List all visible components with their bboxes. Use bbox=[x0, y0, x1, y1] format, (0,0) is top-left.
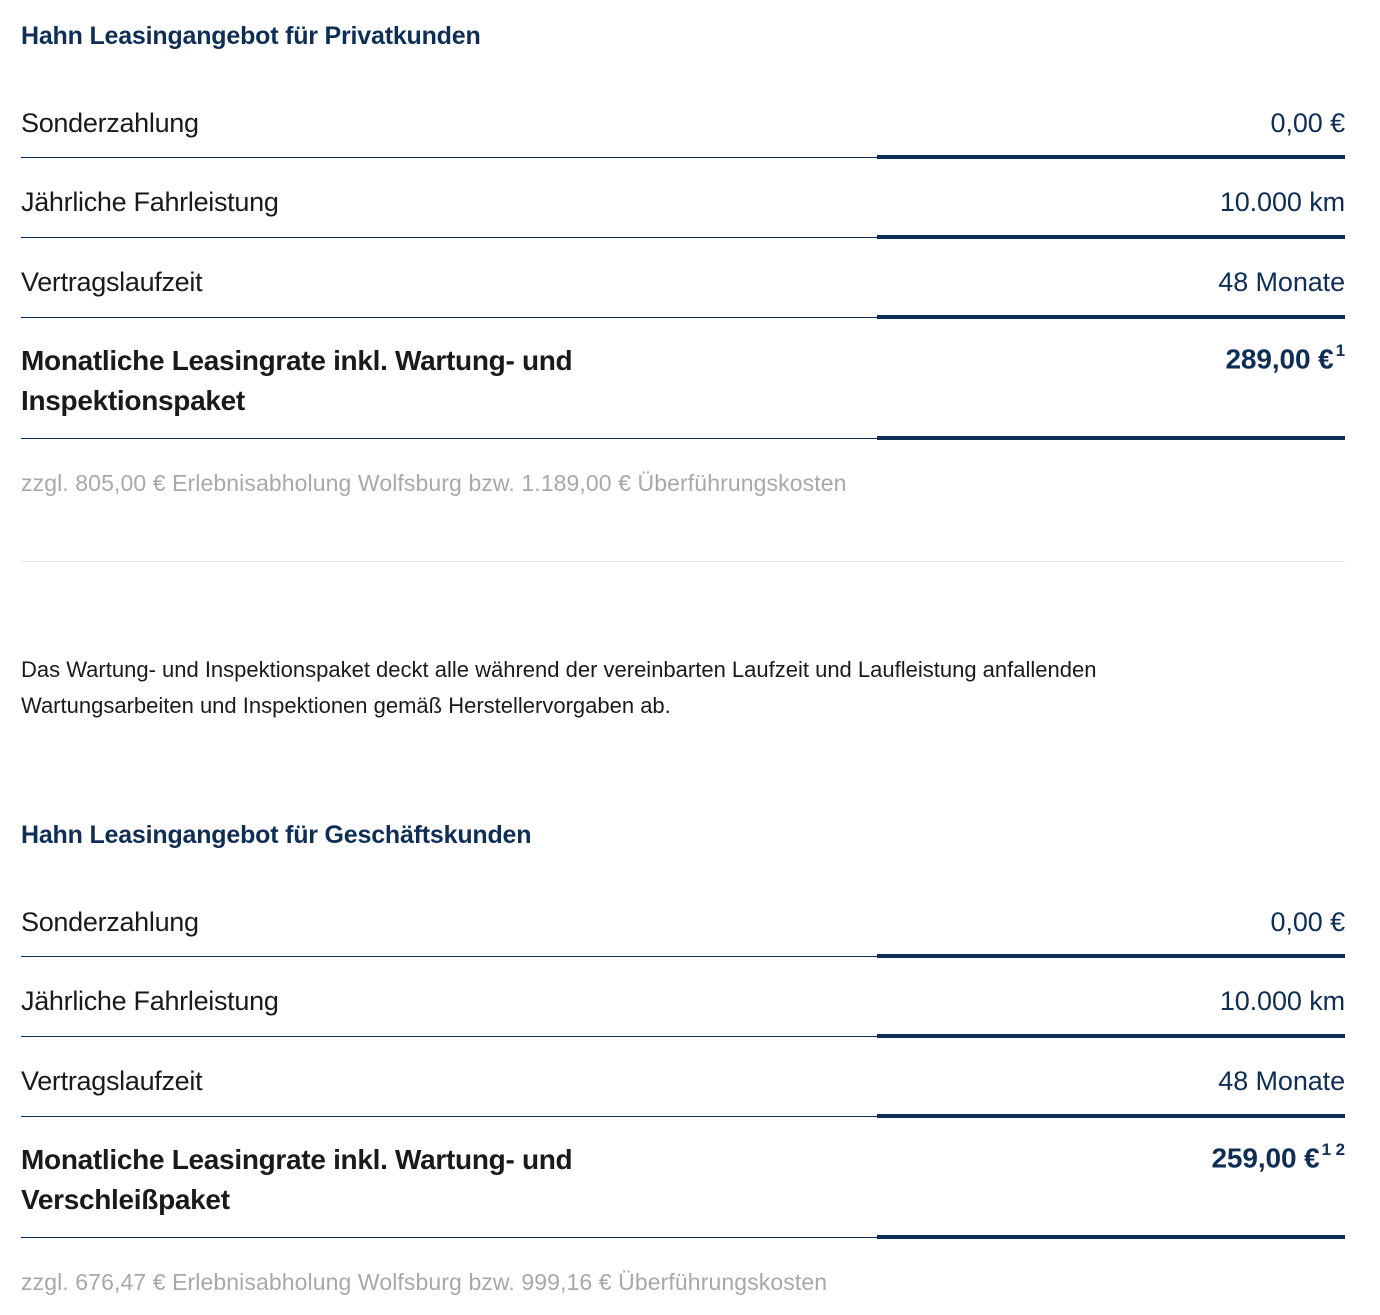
row-value-underline bbox=[877, 1235, 1345, 1239]
footnote-marker: 1 2 bbox=[1321, 1140, 1345, 1159]
row-label: Vertragslaufzeit bbox=[21, 267, 203, 297]
business-offer-title: Hahn Leasingangebot für Geschäftskunden bbox=[21, 821, 532, 849]
maintenance-package-description: Das Wartung- und Inspektionspaket deckt alle während der vereinbarten Laufzeit und Laufleistung anfallenden Wartungsarbeiten und Inspektionen gemäß Herstellervorgaben ab. bbox=[21, 657, 1097, 718]
section-separator bbox=[21, 561, 1345, 562]
row-value: 48 Monate bbox=[1218, 1066, 1345, 1096]
monthly-rate-amount: 259,00 € bbox=[1211, 1142, 1320, 1174]
private-row-monthly-rate bbox=[21, 341, 1345, 441]
row-value-underline bbox=[877, 235, 1345, 239]
row-value: 10.000 km bbox=[1219, 187, 1345, 217]
private-row-fahrleistung bbox=[21, 183, 1345, 239]
row-value-underline bbox=[877, 436, 1345, 440]
monthly-rate-value bbox=[1211, 1142, 1345, 1174]
business-row-sonderzahlung bbox=[21, 903, 1345, 959]
business-row-laufzeit bbox=[21, 1062, 1345, 1118]
row-label: Jährliche Fahrleistung bbox=[21, 187, 279, 217]
row-value-underline bbox=[877, 954, 1345, 958]
row-value: 48 Monate bbox=[1218, 267, 1345, 297]
private-row-sonderzahlung bbox=[21, 104, 1345, 160]
row-value-underline bbox=[877, 315, 1345, 319]
monthly-rate-amount: 289,00 € bbox=[1225, 343, 1334, 375]
private-row-laufzeit bbox=[21, 263, 1345, 319]
row-value: 0,00 € bbox=[1270, 108, 1345, 138]
row-value-underline bbox=[877, 1034, 1345, 1038]
row-value: 10.000 km bbox=[1219, 986, 1345, 1016]
monthly-rate-label: Monatliche Leasingrate inkl. Wartung- und Inspektionspaket bbox=[21, 345, 573, 416]
monthly-rate-value bbox=[1225, 343, 1345, 375]
row-label: Vertragslaufzeit bbox=[21, 1066, 203, 1096]
row-label: Sonderzahlung bbox=[21, 108, 199, 138]
row-label: Sonderzahlung bbox=[21, 907, 199, 937]
business-additional-costs-note: zzgl. 676,47 € Erlebnisabholung Wolfsburg bzw. 999,16 € Überführungskosten bbox=[21, 1269, 828, 1295]
row-value: 0,00 € bbox=[1270, 907, 1345, 937]
monthly-rate-label: Monatliche Leasingrate inkl. Wartung- und Verschleißpaket bbox=[21, 1144, 573, 1215]
row-value-underline bbox=[877, 155, 1345, 159]
footnote-marker: 1 bbox=[1335, 341, 1345, 360]
row-value-underline bbox=[877, 1114, 1345, 1118]
private-additional-costs-note: zzgl. 805,00 € Erlebnisabholung Wolfsburg bzw. 1.189,00 € Überführungskosten bbox=[21, 470, 847, 496]
row-label: Jährliche Fahrleistung bbox=[21, 986, 279, 1016]
business-row-fahrleistung bbox=[21, 982, 1345, 1038]
private-offer-title: Hahn Leasingangebot für Privatkunden bbox=[21, 22, 481, 50]
business-row-monthly-rate bbox=[21, 1140, 1345, 1240]
